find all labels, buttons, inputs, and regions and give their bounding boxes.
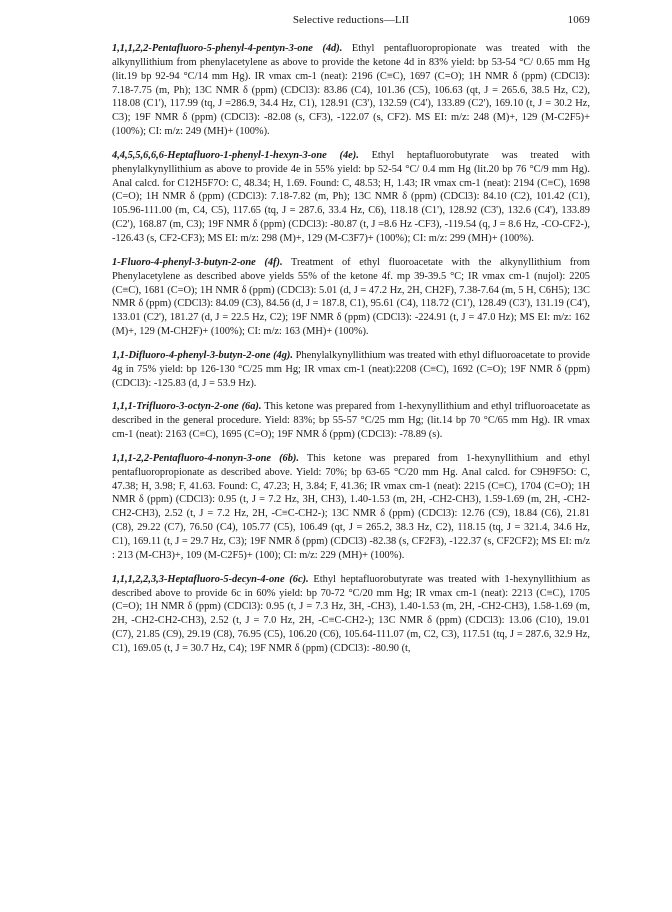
- compound-title: 1,1,1-2,2-Pentafluoro-4-nonyn-3-one (6b).: [112, 452, 299, 464]
- compound-title: 1,1-Difluoro-4-phenyl-3-butyn-2-one (4g).: [112, 349, 293, 361]
- compound-entry-4d: [112, 42, 590, 139]
- compound-description: Phenylalkynyllithium was treated with ethyl difluoroacetate to provide 4g in 75% yield: bp 126-130 °C/25 mm Hg; IR νmax cm-1 (neat):2208 (C≡C), 1692 (C=O); 19F NMR δ (ppm) (CDCl3): -125.83 (d, J = 53.9 Hz).: [112, 349, 590, 389]
- compound-title: 1,1,1,2,2,3,3-Heptafluoro-5-decyn-4-one (6c).: [112, 573, 309, 585]
- compound-entry-4g: [112, 349, 590, 391]
- page-number: 1069: [567, 14, 590, 26]
- compound-description: Ethyl pentafluoropropionate was treated with the alkynyllithium from phenylacetylene as above to provide the ketone 4d in 83% yield: bp 53-54 °C/ 0.65 mm Hg (lit.19 bp 92-94 °C/14 mm Hg). IR νmax cm-1 (neat): 2196 (C≡C), 1697 (C=O); 1H NMR δ (ppm) (CDCl3): 7.18-7.75 (m, Ph); 13C NMR δ (ppm) (CDCl3): 83.86 (C4), 101.36 (C5), 106.63 (qt, J = 265.6, 38.5 Hz, C2), 118.08 (C1'), 117.99 (tq, J =286.9, 34.4 Hz, C1), 128.91 (C3'), 132.59 (C4'), 133.89 (C2'), 169.10 (t, J = 30.2 Hz, C3); 19F NMR δ (ppm) (CDCl3): -82.08 (s, CF3), -122.07 (s, CF2). MS EI: m/z: 248 (M)+, 129 (M-C2F5)+ (100%); CI: m/z: 249 (MH)+ (100%).: [112, 43, 591, 138]
- compound-description: Ethyl heptafluorobutyrate was treated with phenylalkynyllithium as above to provide 4e in 55% yield: bp 52-54 °C/ 0.4 mm Hg (lit.20 bp 76 °C/9 mm Hg). Anal calcd. for C12H5F7O: C, 48.34; H, 1.69. Found: C, 48.53; H, 1.43; IR νmax cm-1 (neat): 2194 (C≡C), 1698 (C=O); 1H NMR δ (ppm) (CDCl3): 7.18-7.82 (m, Ph); 13C NMR δ (ppm) (CDCl3): 84.10 (C2), 101.42 (C1), 105.96-111.00 (m, C4, C5), 117.65 (tq, J = 287.6, 33.4 Hz, C6), 118.18 (C1'), 128.92 (C3'), 132.6 (C4'), 133.89 (C2'), 168.87 (m, C3); 19F NMR δ (ppm) (CDCl3): -80.87 (t, J =8.6 Hz -CF3), -119.54 (q, J = 8.6 Hz, -CO-CF2-), -126.43 (s, CF2-CF3); MS EI: m/z: 298 (M)+, 129 (M-C3F7)+ (100%); CI: m/z: 299 (MH)+ (100%).: [112, 149, 590, 244]
- compound-title: 1,1,1,2,2-Pentafluoro-5-phenyl-4-pentyn-3-one (4d).: [112, 43, 343, 54]
- compound-description: Treatment of ethyl fluoroacetate with the alkynyllithium from Phenylacetylene as described above yields 55% of the ketone 4f. mp 39-39.5 °C; IR νmax cm-1 (nujol): 2205 (C≡C), 1681 (C=O); 1H NMR δ (ppm) (CDCl3): 5.01 (d, J = 47.2 Hz, 2H, CH2F), 7.38-7.64 (m, 5 H, C6H5); 13C NMR δ (ppm) (CDCl3): 84.09 (C3), 84.56 (d, J = 187.8, C1), 95.61 (C4), 118.72 (C1'), 128.49 (C3'), 131.19 (C4'), 133.01 (C2'), 181.27 (d, J = 22.5 Hz, C2); 19F NMR δ (ppm) (CDCl3): -224.91 (t, J = 47.0 Hz); MS EI: m/z: 162 (M)+, 129 (M-CH2F)+ (100%); CI: m/z: 163 (MH)+ (100%).: [112, 256, 590, 338]
- running-title: Selective reductions—LII: [292, 14, 410, 26]
- compound-title: 4,4,5,5,6,6,6-Heptafluoro-1-phenyl-1-hexyn-3-one (4e).: [112, 149, 359, 161]
- compound-title: 1,1,1-Trifluoro-3-octyn-2-one (6a).: [112, 401, 262, 413]
- compound-entry-6b: [112, 452, 590, 563]
- body-text: [112, 42, 590, 666]
- page-header: [112, 14, 590, 30]
- compound-description: Ethyl heptafluorobutyrate was treated with 1-hexynyllithium as described above to provide 6c in 60% yield: bp 70-72 °C/20 mm Hg; IR νmax cm-1 (neat): 2213 (C≡C), 1705 (C=O); 1H NMR δ (ppm) (CDCl3): 0.95 (t, J = 7.3 Hz, 3H, -CH3), 1.40-1.53 (m, 2H, -CH2-CH3), 1.58-1.69 (m, 2H, -CH2-CH2-CH3), 2.52 (t, J = 7.0 Hz, 2H, -C≡C-CH2-); 13C NMR δ (ppm) (CDCl3): 13.06 (C10), 19.01 (C7), 21.85 (C9), 29.19 (C8), 76.95 (C5), 106.20 (C6), 105.64-111.07 (m, C2, C3), 117.51 (tq, J = 287.6, 32.9 Hz, C1), 169.05 (t, J = 30.7 Hz, C4); 19F NMR δ (ppm) (CDCl3): -80.90 (t,: [112, 573, 590, 654]
- compound-entry-4e: [112, 149, 590, 246]
- compound-entry-6c: [112, 573, 590, 656]
- compound-title: 1-Fluoro-4-phenyl-3-butyn-2-one (4f).: [112, 256, 283, 268]
- compound-description: This ketone was prepared from 1-hexynyllithium and ethyl trifluoroacetate as described in the general procedure. Yield: 83%; bp 55-57 °C/25 mm Hg; (lit.14 bp 70 °C/65 mm Hg). IR νmax cm-1 (neat): 2163 (C≡C), 1695 (C=O); 19F NMR δ (ppm) (CDCl3): -78.89 (s).: [112, 401, 590, 441]
- compound-entry-6a: [112, 400, 590, 442]
- compound-description: This ketone was prepared from 1-hexynyllithium and ethyl pentafluoropropionate as described above. Yield: 70%; bp 63-65 °C/20 mm Hg. Anal calcd. for C9H9F5O: C, 47.38; H, 3.98; F, 41.63. Found: C, 47.23; H, 3.84; F, 41.36; IR νmax cm-1 (neat): 2215 (C≡C), 1704 (C=O); 1H NMR δ (ppm) (CDCl3): 0.95 (t, J = 7.2 Hz, 3H, CH3), 1.40-1.53 (m, 2H, -CH2-CH3), 1.59-1.69 (m, 2H, -CH2-CH2-CH3), 2.52 (t, J = 7.2 Hz, 2H, -C≡C-CH2-); 13C NMR δ (ppm) (CDCl3): 12.76 (C9), 18.84 (C6), 21.81 (C8), 29.22 (C7), 76.50 (C4), 105.77 (C5), 106.49 (qt, J = 265.2, 38.3 Hz, C2), 118.15 (tq, J = 321.4, 34.6 Hz, C1), 169.11 (t, J = 29.7 Hz, C3); 19F NMR δ (ppm) (CDCl3) -82.38 (s, CF2F3), -122.37 (s, CF2CF2); MS EI: m/z : 213 (M-CH3)+, 109 (M-C2F5)+ (100); CI: m/z: 229 (MH)+ (100%).: [112, 452, 591, 561]
- compound-entry-4f: [112, 256, 590, 339]
